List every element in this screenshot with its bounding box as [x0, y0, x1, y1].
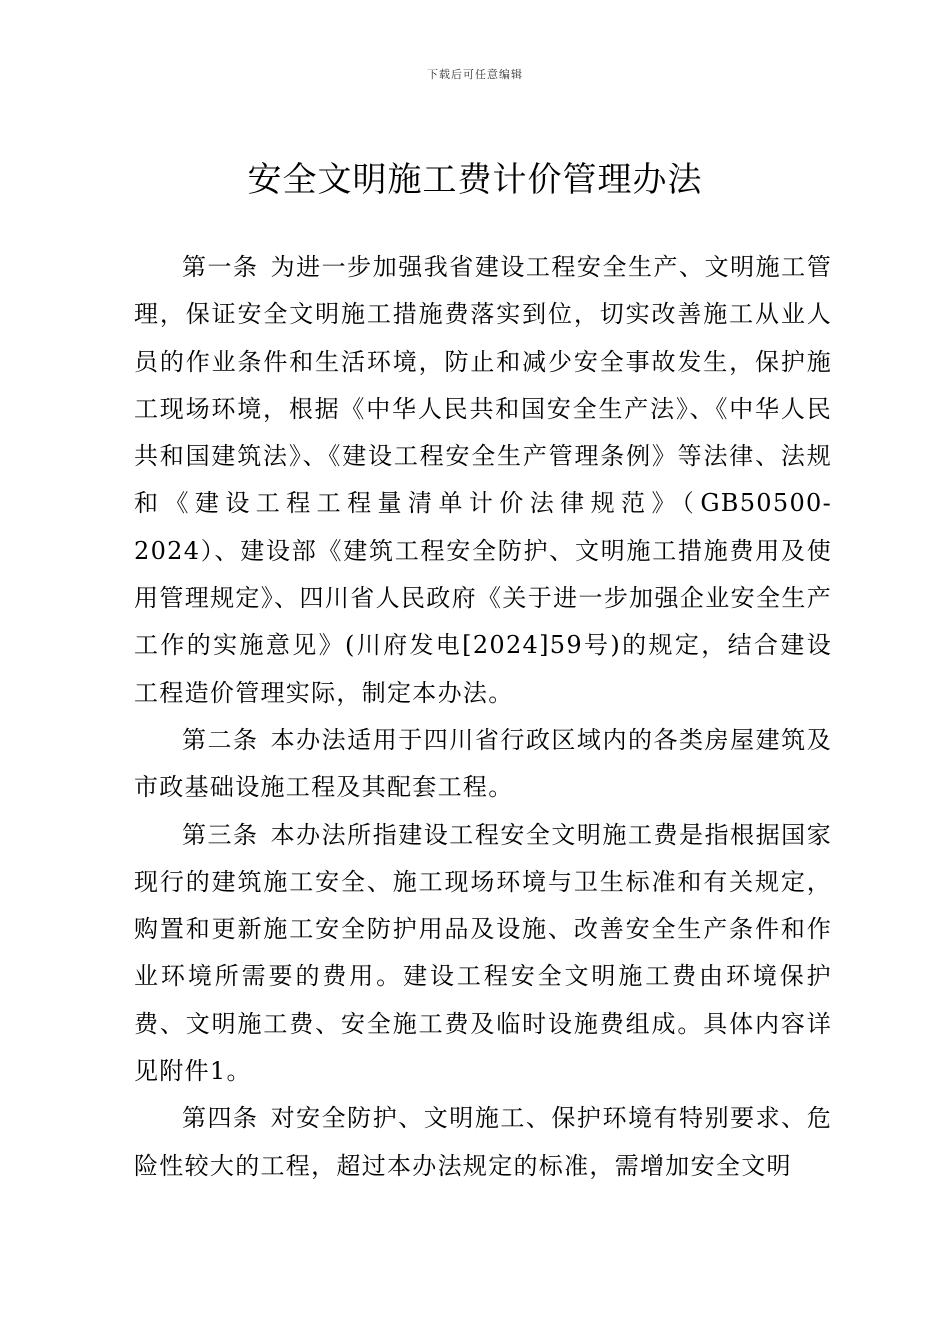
header-note: 下载后可任意编辑: [427, 68, 523, 81]
article-text: 为进一步加强我省建设工程安全生产、文明施工管理，保证安全文明施工措施费落实到位，切实改善施工从业人员的作业条件和生活环境，防止和减少安全事故发生，保护施工现场环境，根据《中华人民共和国安全生产法》、《中华人民共和国建筑法》、《建设工程安全生产管理条例》等法律、法规和《建设工程工程量清单计价法律规范》（GB50500-2024）、建设部《建筑工程安全防护、文明施工措施费用及使用管理规定》、四川省人民政府《关于进一步加强企业安全生产工作的实施意见》(川府发电[2024]59号)的规定，结合建设工程造价管理实际，制定本办法。: [134, 253, 832, 707]
article-label: 第三条: [182, 820, 259, 849]
article-text: 对安全防护、文明施工、保护环境有特别要求、危险性较大的工程，超过本办法规定的标准，需增加安全文明: [134, 1104, 832, 1180]
article-2: [134, 717, 832, 812]
article-1: [134, 244, 832, 717]
article-text: 本办法所指建设工程安全文明施工费是指根据国家现行的建筑施工安全、施工现场环境与卫生标准和有关规定，购置和更新施工安全防护用品及设施、改善安全生产条件和作业环境所需要的费用。建设工程安全文明施工费由环境保护费、文明施工费、安全施工费及临时设施费组成。具体内容详见附件1。: [134, 820, 832, 1086]
document-body: [134, 244, 832, 1190]
article-4: [134, 1095, 832, 1190]
article-label: 第四条: [182, 1104, 259, 1133]
article-label: 第二条: [182, 725, 259, 754]
document-title: 安全文明施工费计价管理办法: [247, 160, 703, 200]
article-3: [134, 812, 832, 1096]
article-label: 第一条: [182, 253, 259, 281]
article-text: 本办法适用于四川省行政区域内的各类房屋建筑及市政基础设施工程及其配套工程。: [134, 725, 832, 802]
